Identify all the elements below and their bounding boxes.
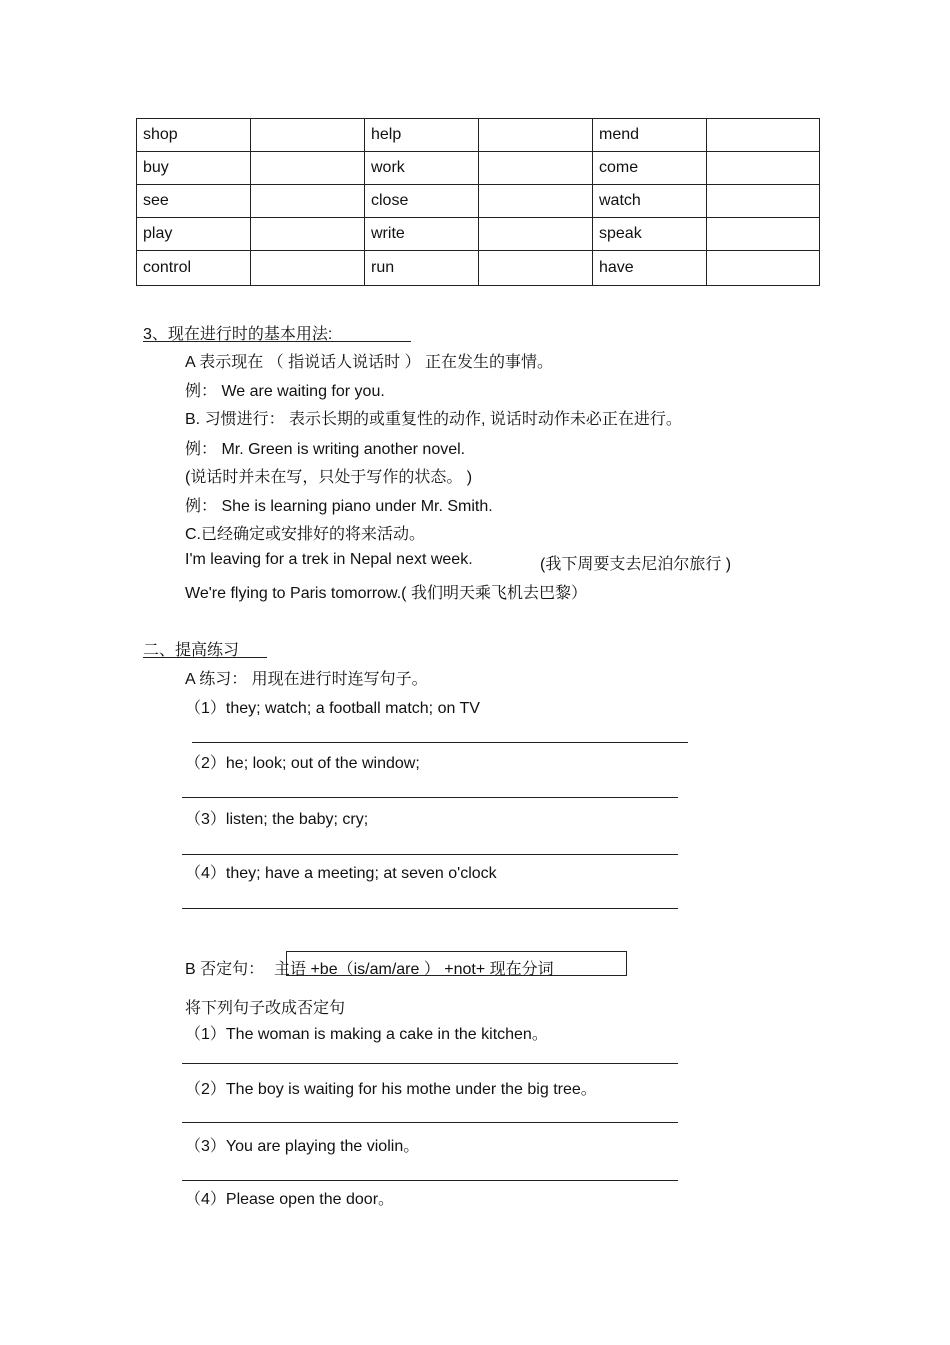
section3-c-example1-en: I'm leaving for a trek in Nepal next week. (185, 551, 473, 568)
table-cell: write (365, 218, 479, 251)
answer-line[interactable] (182, 797, 678, 798)
table-cell-blank[interactable] (707, 152, 820, 185)
table-cell: run (365, 251, 479, 286)
practice-a-instruction: A 练习： 用现在进行时连写句子。 (185, 671, 428, 688)
table-cell: buy (137, 152, 251, 185)
section3-title: 3、现在进行时的基本用法: (143, 326, 333, 343)
table-cell: control (137, 251, 251, 286)
section3-c-label: C.已经确定或安排好的将来活动。 (185, 526, 426, 543)
table-row (137, 218, 820, 251)
table-row (137, 152, 820, 185)
table-cell-blank[interactable] (707, 251, 820, 286)
section3-a-example: 例： We are waiting for you. (185, 383, 385, 400)
practice-b-item: （3）You are playing the violin。 (185, 1138, 420, 1155)
table-cell-blank[interactable] (707, 119, 820, 152)
table-cell: watch (593, 185, 707, 218)
table-cell-blank[interactable] (479, 251, 593, 286)
section3-title-underline (143, 341, 411, 342)
practice-a-item: （2）he; look; out of the window; (185, 755, 420, 772)
table-cell: help (365, 119, 479, 152)
table-cell-blank[interactable] (479, 152, 593, 185)
practice-a-item: （3）listen; the baby; cry; (185, 811, 369, 828)
table-cell: mend (593, 119, 707, 152)
table-cell-blank[interactable] (251, 119, 365, 152)
section3-c-example1-zh: (我下周要支去尼泊尔旅行 ) (540, 556, 732, 573)
table-cell-blank[interactable] (479, 119, 593, 152)
section3-a-label: A 表示现在 （ 指说话人说话时 ） 正在发生的事情。 (185, 354, 554, 371)
practice-a-item: （1）they; watch; a football match; on TV (185, 700, 480, 717)
section3-c-example2: We're flying to Paris tomorrow.( 我们明天乘飞机去巴黎） (185, 585, 587, 602)
table-cell: have (593, 251, 707, 286)
table-row (137, 251, 820, 286)
table-cell-blank[interactable] (251, 152, 365, 185)
practice-b-item: （4）Please open the door。 (185, 1191, 395, 1208)
table-cell-blank[interactable] (251, 251, 365, 286)
section3-b-note: (说话时并未在写，只处于写作的状态。 ) (185, 469, 473, 486)
answer-line[interactable] (182, 1122, 678, 1123)
table-cell: close (365, 185, 479, 218)
practice-b-item: （2）The boy is waiting for his mothe under the big tree。 (185, 1081, 597, 1098)
table-cell: speak (593, 218, 707, 251)
table-row (137, 185, 820, 218)
practice-b-label: B 否定句： (185, 961, 265, 978)
verb-table (136, 118, 820, 286)
practice-b-instruction: 将下列句子改成否定句 (185, 1000, 346, 1017)
table-cell: come (593, 152, 707, 185)
practice-title-underline (143, 657, 267, 658)
answer-line[interactable] (182, 854, 678, 855)
table-cell-blank[interactable] (479, 185, 593, 218)
answer-line[interactable] (182, 1063, 678, 1064)
table-cell: play (137, 218, 251, 251)
table-cell-blank[interactable] (251, 185, 365, 218)
section3-b-example1: 例： Mr. Green is writing another novel. (185, 441, 466, 458)
answer-line[interactable] (182, 1180, 678, 1181)
table-cell-blank[interactable] (479, 218, 593, 251)
answer-line[interactable] (192, 742, 688, 743)
answer-line[interactable] (182, 908, 678, 909)
table-cell: see (137, 185, 251, 218)
practice-b-formula: 主语 +be（is/am/are ） +not+ 现在分词 (274, 961, 554, 978)
practice-title: 二、提高练习 (143, 642, 240, 659)
table-row (137, 119, 820, 152)
section3-b-label: B. 习惯进行： 表示长期的或重复性的动作, 说话时动作未必正在进行。 (185, 411, 682, 428)
table-cell-blank[interactable] (707, 218, 820, 251)
table-cell-blank[interactable] (707, 185, 820, 218)
practice-a-item: （4）they; have a meeting; at seven o'clock (185, 865, 497, 882)
table-cell: shop (137, 119, 251, 152)
practice-b-item: （1）The woman is making a cake in the kitchen。 (185, 1026, 548, 1043)
table-cell: work (365, 152, 479, 185)
table-cell-blank[interactable] (251, 218, 365, 251)
section3-b-example2: 例： She is learning piano under Mr. Smith. (185, 498, 493, 515)
